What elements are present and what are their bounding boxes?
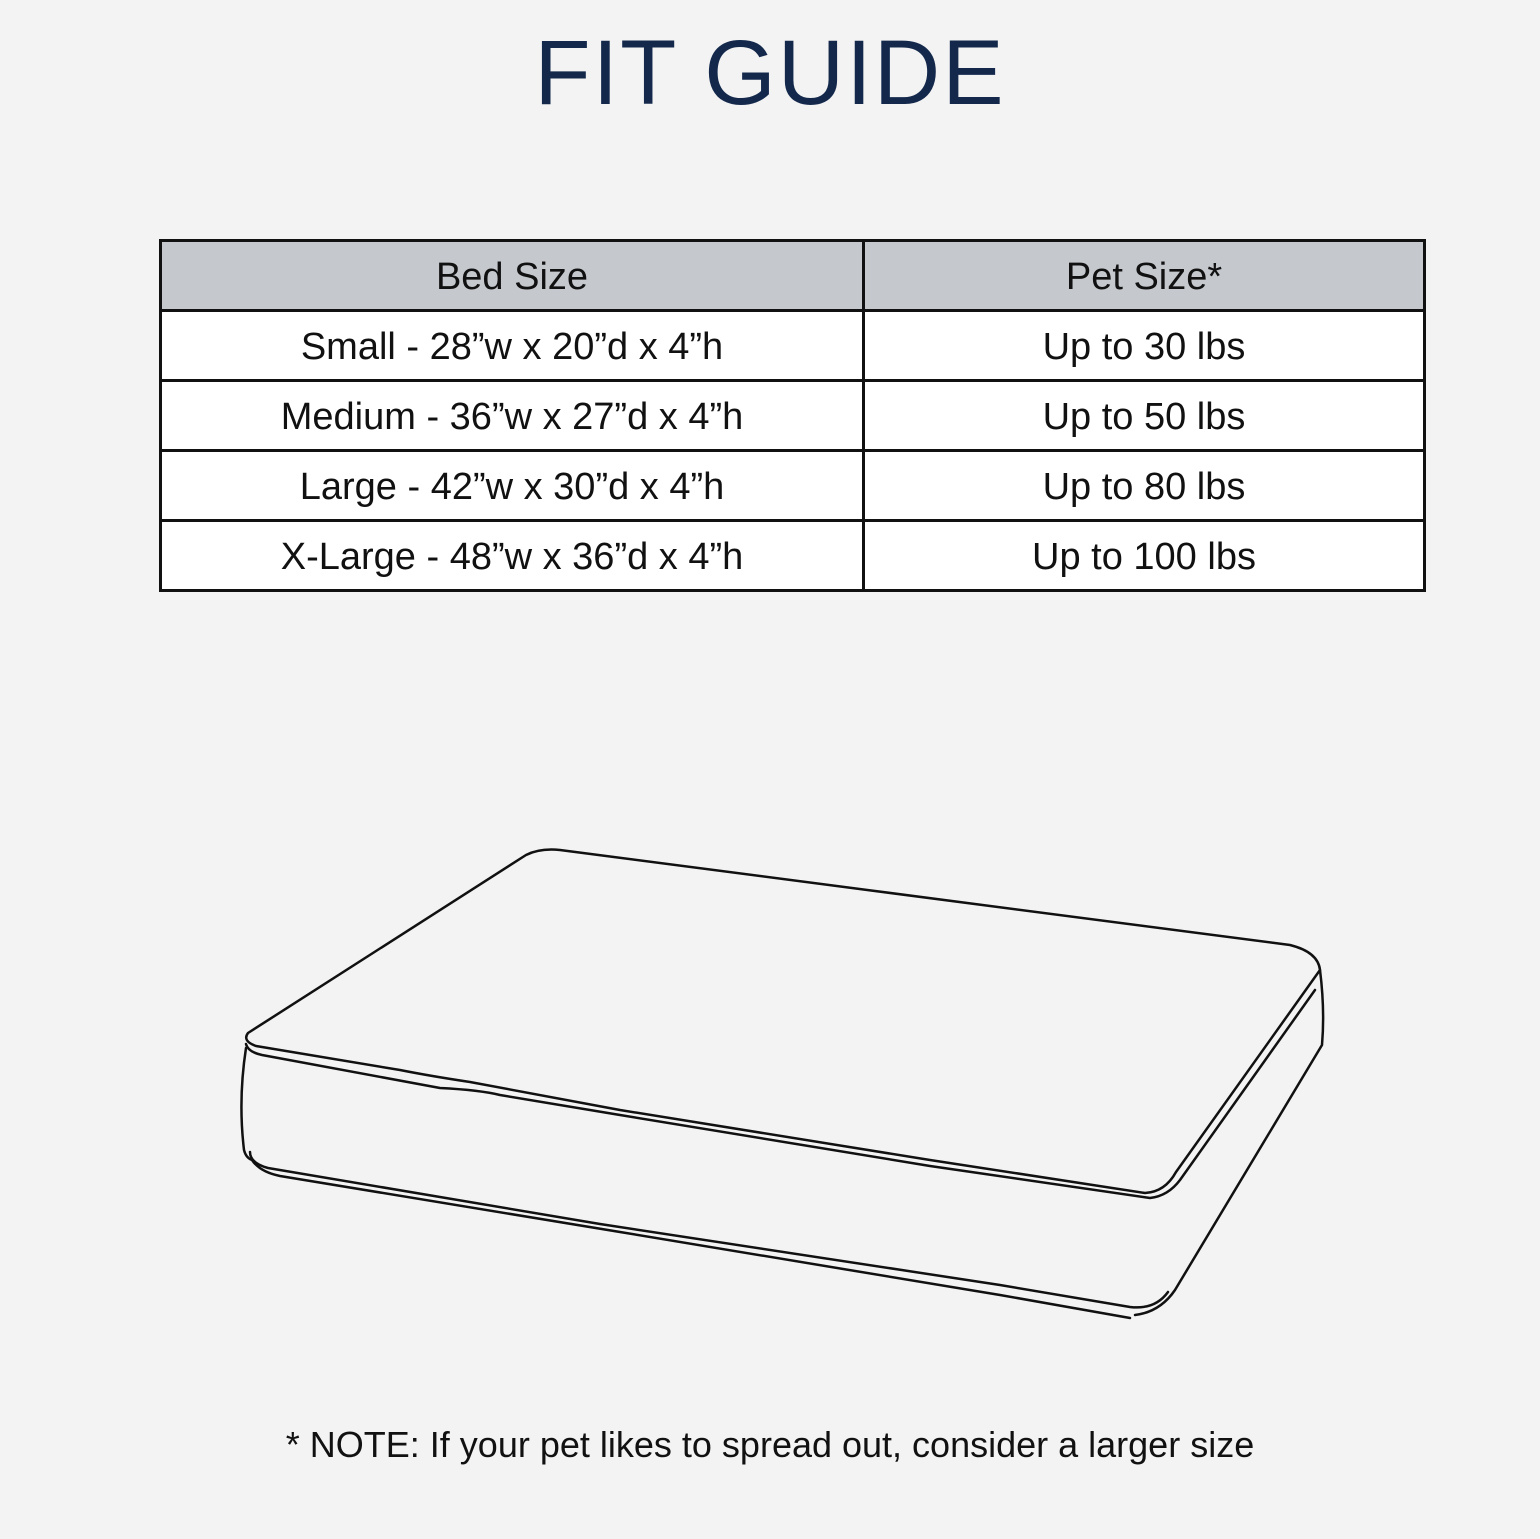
bed-size-cell: X-Large - 48”w x 36”d x 4”h <box>161 521 864 591</box>
pet-size-cell: Up to 50 lbs <box>864 381 1425 451</box>
bed-size-cell: Medium - 36”w x 27”d x 4”h <box>161 381 864 451</box>
pet-size-cell: Up to 100 lbs <box>864 521 1425 591</box>
footnote: * NOTE: If your pet likes to spread out, consider a larger size <box>285 1424 1255 1465</box>
pet-size-cell: Up to 80 lbs <box>864 451 1425 521</box>
header-pet-size: Pet Size* <box>864 241 1425 311</box>
header-bed-size: Bed Size <box>161 241 864 311</box>
bed-size-cell: Small - 28”w x 20”d x 4”h <box>161 311 864 381</box>
pet-size-cell: Up to 30 lbs <box>864 311 1425 381</box>
page-title: FIT GUIDE <box>534 22 1006 124</box>
bed-size-cell: Large - 42”w x 30”d x 4”h <box>161 451 864 521</box>
